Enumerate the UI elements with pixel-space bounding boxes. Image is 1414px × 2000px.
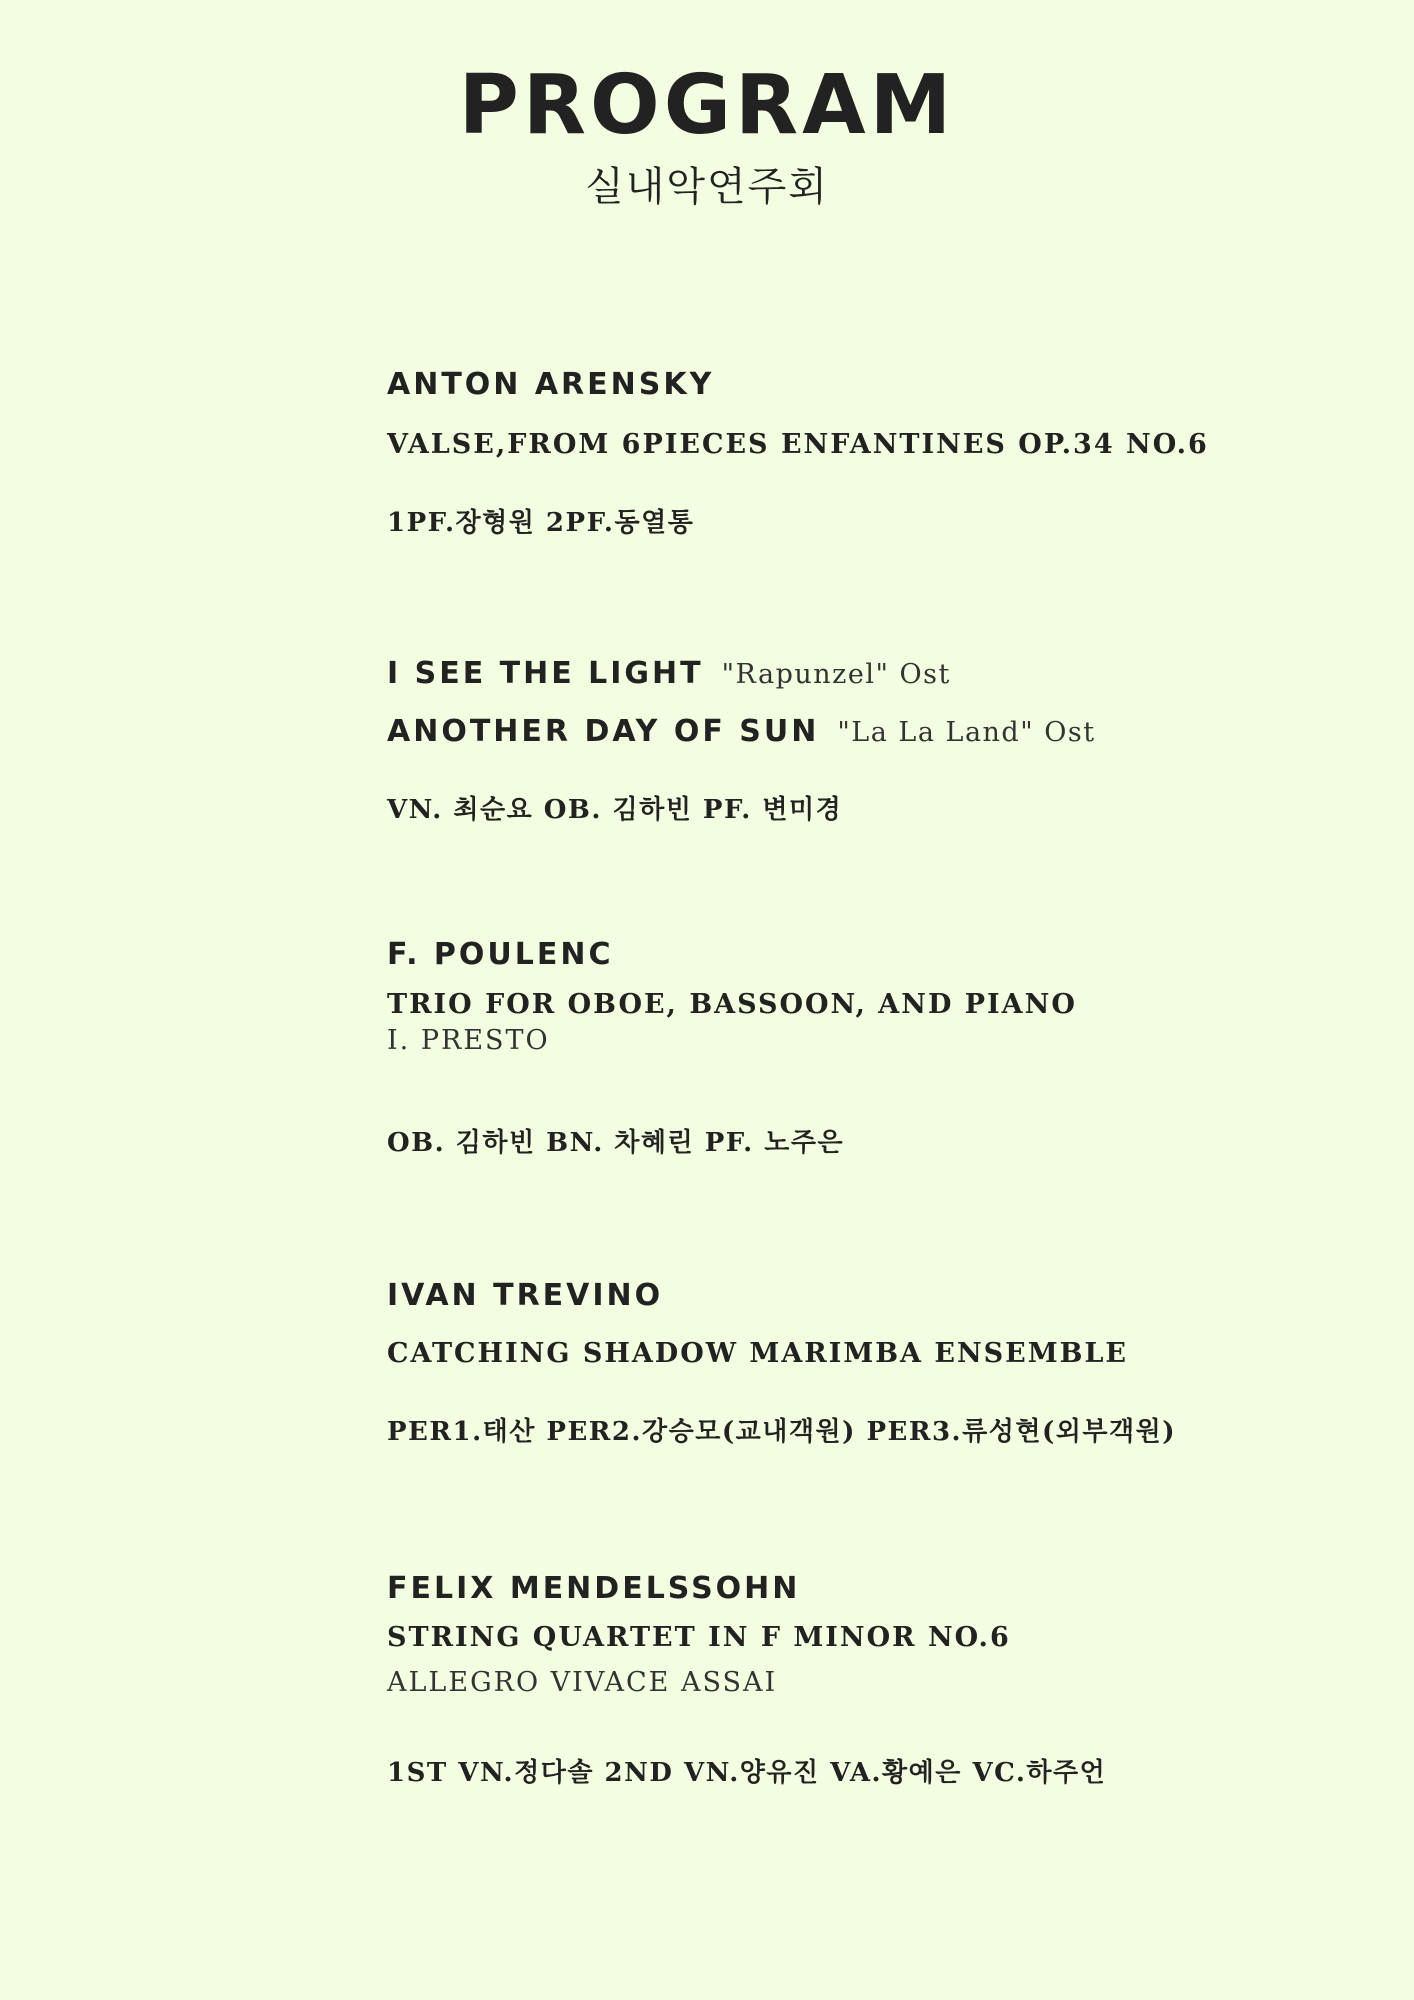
performers-line: 1PF.장형원 2PF.동열통: [387, 508, 695, 538]
song-line: [387, 654, 951, 694]
composer-name: ANTON ARENSKY: [387, 367, 715, 402]
composer-name: IVAN TREVINO: [387, 1278, 664, 1313]
performers-line: VN. 최순요 OB. 김하빈 PF. 변미경: [387, 795, 843, 825]
movement-title: ALLEGRO VIVACE ASSAI: [387, 1667, 778, 1698]
song-line: [387, 712, 1096, 752]
performers-line: PER1.태산 PER2.강승모(교내객원) PER3.류성현(외부객원): [387, 1417, 1177, 1447]
work-title: STRING QUARTET IN F MINOR NO.6: [387, 1622, 1011, 1653]
composer-name: FELIX MENDELSSOHN: [387, 1571, 801, 1606]
page-subtitle: 실내악연주회: [585, 164, 829, 210]
work-title: TRIO FOR OBOE, BASSOON, AND PIANO: [387, 989, 1077, 1020]
work-title: CATCHING SHADOW MARIMBA ENSEMBLE: [387, 1338, 1129, 1369]
song-source: "Rapunzel" Ost: [721, 659, 951, 690]
song-source: "La La Land" Ost: [837, 717, 1096, 748]
song-title: I SEE THE LIGHT: [387, 656, 704, 691]
composer-name: F. POULENC: [387, 937, 614, 972]
program-header: [0, 58, 1414, 212]
work-title: VALSE,FROM 6PIECES ENFANTINES OP.34 NO.6: [387, 429, 1209, 460]
movement-title: I. PRESTO: [387, 1025, 550, 1056]
performers-line: OB. 김하빈 BN. 차혜린 PF. 노주은: [387, 1128, 845, 1158]
performers-line: 1ST VN.정다솔 2ND VN.양유진 VA.황예은 VC.하주언: [387, 1758, 1107, 1788]
page-title: PROGRAM: [458, 58, 956, 153]
song-title: ANOTHER DAY OF SUN: [387, 714, 820, 749]
